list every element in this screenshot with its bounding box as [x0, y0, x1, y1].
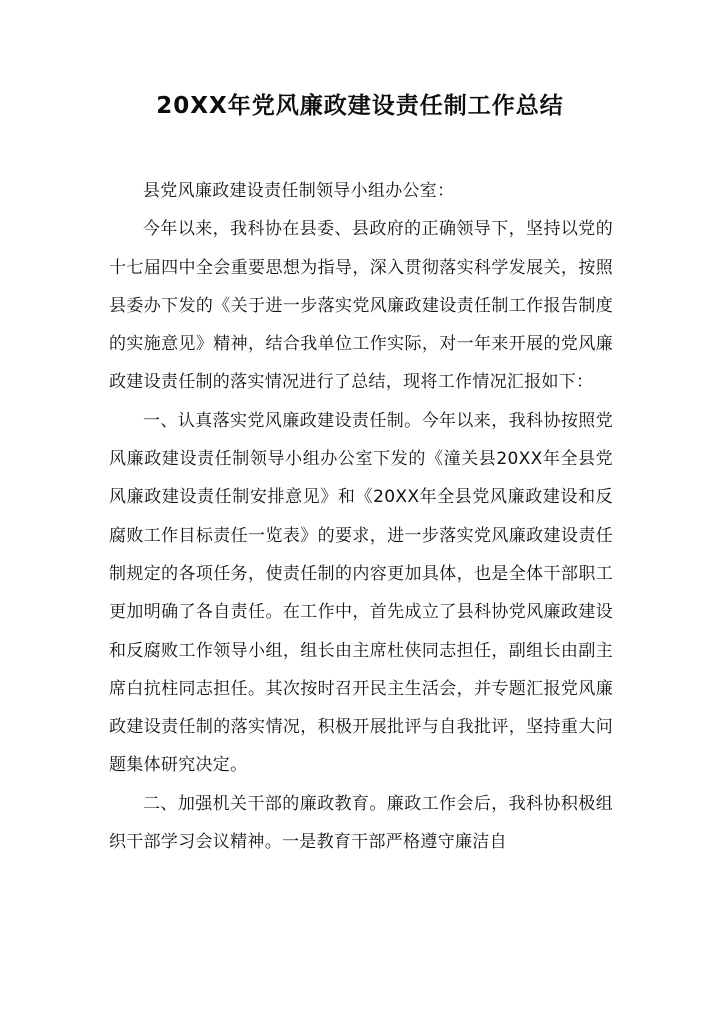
document-body — [109, 172, 613, 861]
section-one-paragraph: 一、认真落实党风廉政建设责任制。今年以来，我科协按照党风廉政建设责任制领导小组办公室下发的《潼关县20XX年全县党风廉政建设责任制安排意见》和《20XX年全县党风廉政建设和反腐败工作目标责任一览表》的要求，进一步落实党风廉政建设责任制规定的各项任务，使责任制的内容更加具体，也是全体干部职工更加明确了各自责任。在工作中，首先成立了县科协党风廉政建设和反腐败工作领导小组，组长由主席杜侠同志担任，副组长由副主席白抗柱同志担任。其次按时召开民主生活会，并专题汇报党风廉政建设责任制的落实情况，积极开展批评与自我批评，坚持重大问题集体研究决定。 — [109, 410, 613, 776]
section-two-paragraph: 二、加强机关干部的廉政教育。廉政工作会后，我科协积极组织干部学习会议精神。一是教育干部严格遵守廉洁自 — [109, 793, 613, 853]
intro-paragraph: 今年以来，我科协在县委、县政府的正确领导下，坚持以党的十七届四中全会重要思想为指导，深入贯彻落实科学发展关，按照县委办下发的《关于进一步落实党风廉政建设责任制工作报告制度的实施意见》精神，结合我单位工作实际，对一年来开展的党风廉政建设责任制的落实情况进行了总结，现将工作情况汇报如下： — [109, 219, 613, 393]
document-title: 20XX年党风廉政建设责任制工作总结 — [156, 93, 564, 119]
salutation-paragraph: 县党风廉政建设责任制领导小组办公室： — [143, 181, 455, 201]
